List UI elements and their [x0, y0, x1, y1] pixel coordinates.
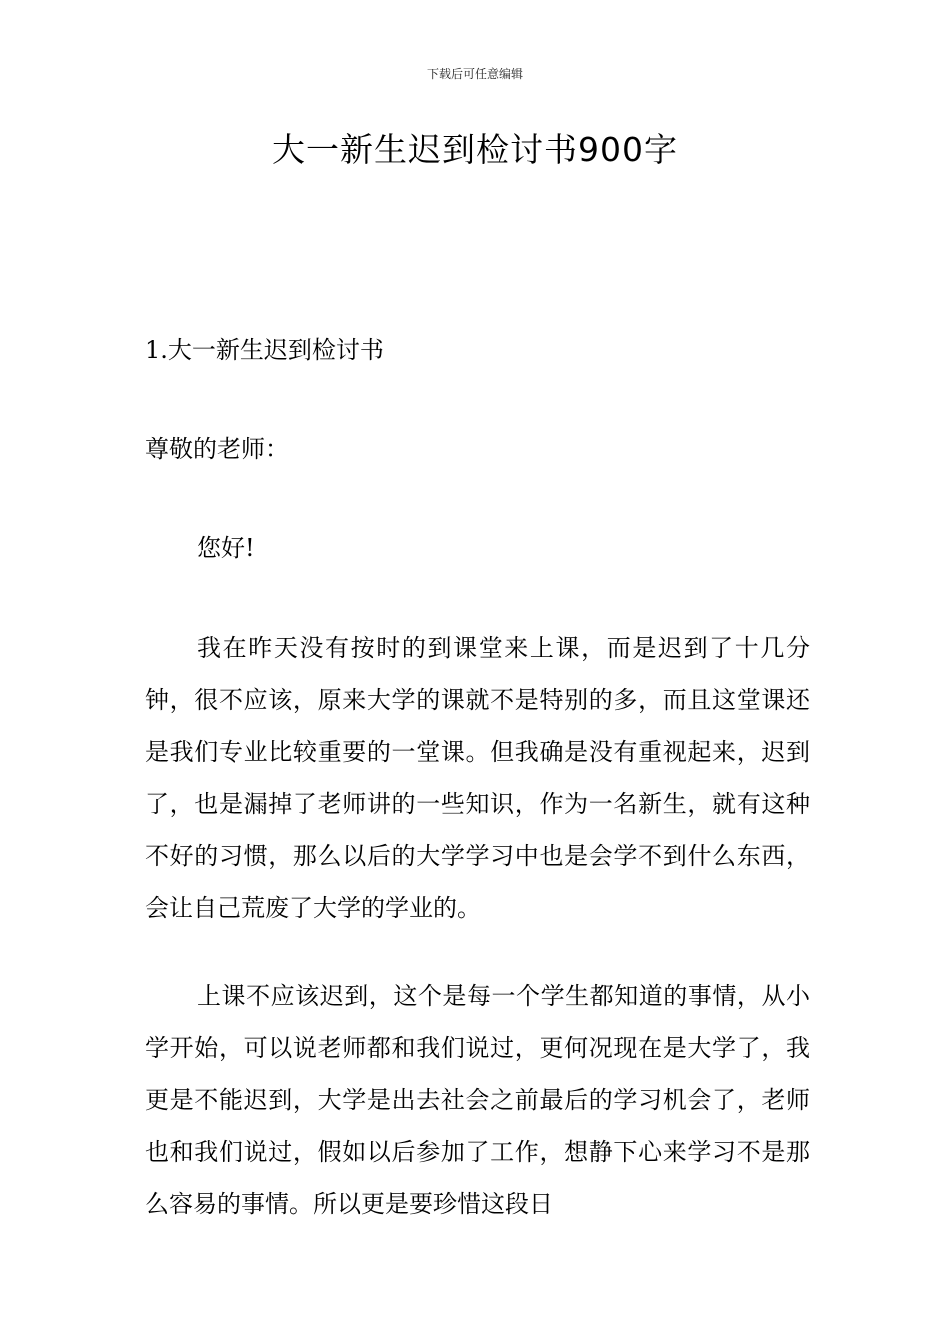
body-paragraph: 我在昨天没有按时的到课堂来上课，而是迟到了十几分钟，很不应该，原来大学的课就不是特别的多，而且这堂课还是我们专业比较重要的一堂课。但我确是没有重视起来，迟到了，也是漏掉了老师讲的一些知识，作为一名新生，就有这种不好的习惯，那么以后的大学学习中也是会学不到什么东西，会让自己荒废了大学的学业的。 — [145, 634, 810, 922]
body-paragraph: 上课不应该迟到，这个是每一个学生都知道的事情，从小学开始，可以说老师都和我们说过，更何况现在是大学了，我更是不能迟到，大学是出去社会之前最后的学习机会了，老师也和我们说过，假如以后参加了工作，想静下心来学习不是那么容易的事情。所以更是要珍惜这段日 — [145, 982, 810, 1218]
salutation: 尊敬的老师： — [145, 435, 289, 463]
section-heading: 1.大一新生迟到检讨书 — [145, 336, 384, 364]
header-note: 下载后可任意编辑 — [426, 67, 523, 81]
document-title: 大一新生迟到检讨书900字 — [272, 130, 678, 169]
greeting: 您好! — [197, 534, 255, 562]
